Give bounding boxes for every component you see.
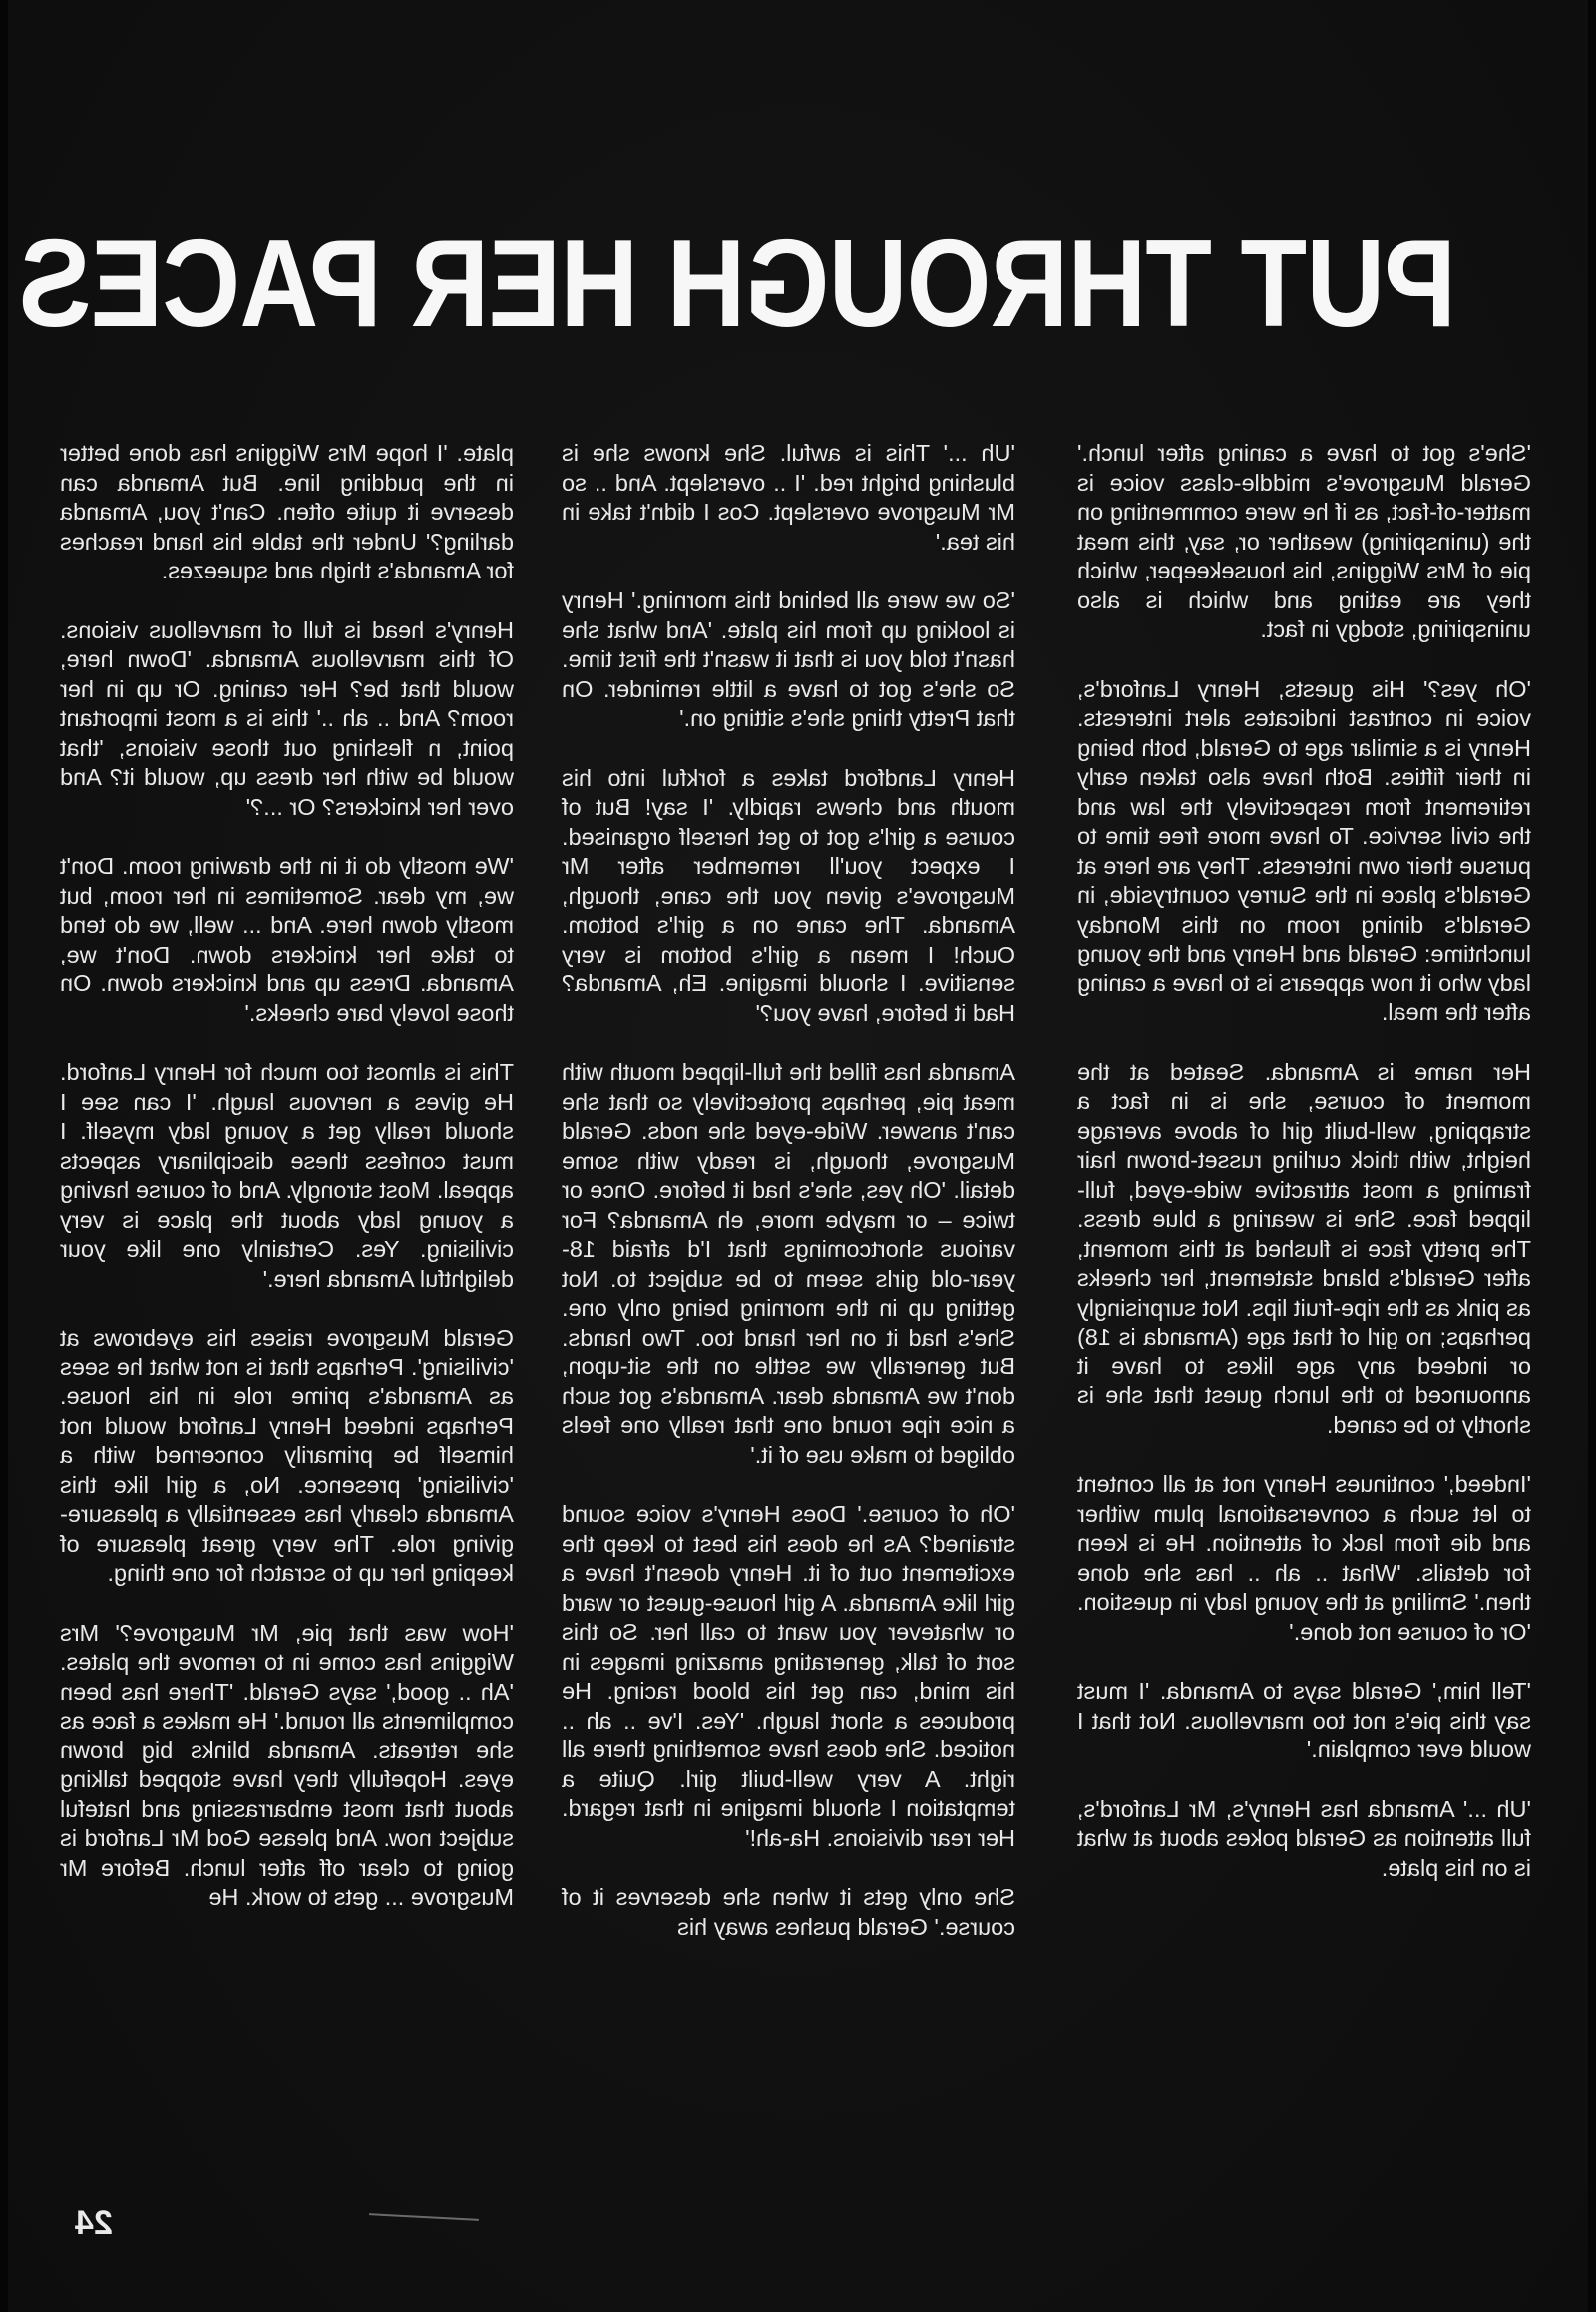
paragraph: 'She's got to have a caning after lunch.' Gerald Musgrove's middle-class voice is matter-of-fact, as if he were commenting on the (uninspiring) weather or, say, this meat pie of Mrs Wiggins, his housekeeper, which they are eating and which is also uninspiring, stodgy in fact. bbox=[1077, 440, 1531, 642]
article-headline: PUT THROUGH HER PACES bbox=[19, 215, 1456, 353]
paragraph: Her name is Amanda. Seated at the moment of course, she is in fact a strapping, well-built girl of above average height, with thick curling russet-brown hair framing a most attractive wide-eyed, full-lipped face. She is wearing a blue dress. The pretty face is flushed at this moment, after Gerald's bland statement, her cheeks as pink as the ripe-fruit lips. Not surprisingly perhaps; no girl of that age (Amanda is 18) or indeed any age likes to have it announced to the lunch guest that she is shortly to be caned. bbox=[1077, 1058, 1531, 1438]
paragraph: 'Oh yes?' His guests, Henry Lanford's, voice in contrast indicates alert interests. Henry is a similar age to Gerald, both being in their fifties. Both have also taken early retirement from respectively the law and the civil service. To have more free time to pursue their own interests. They are here at Gerald's place in the Surrey countryside, in Gerald's dining room on this Monday lunchtime: Gerald and Henry and the young lady who it now appears is to have a caning after the meal. bbox=[1077, 675, 1531, 1025]
paragraph: 'Uh ...' Amanda has Henry's, Mr Lanford's, full attention as Gerald pokes about at what is on his plate. bbox=[1077, 1795, 1531, 1881]
paragraph: Henry Landford takes a forkful into his mouth and chews rapidly. 'I say! But of course a girl's got to get herself organised. I expect you'll remember after Mr Musgrove's given you the cane, though, Amanda. The cane on a girl's bottom. Ouch! I mean a girl's bottom is very sensitive. I should imagine. Eh, Amanda? Had it before, have you?' bbox=[562, 764, 1015, 1026]
paragraph: plate. 'I hope Mrs Wiggins has done better in the pudding line. But Amanda can deserve it quite often. Can't you, Amanda darling?' Under the table his hand reaches for Amanda's thigh and squeezes. bbox=[60, 440, 514, 583]
text-column-2 bbox=[562, 439, 1015, 1972]
paragraph: 'Tell him,' Gerald says to Amanda. 'I must say this pie's not too marvellous. Not that I would ever complain.' bbox=[1077, 1678, 1531, 1762]
paragraph: This is almost too much for Henry Lanford. He gives a nervous laugh. 'I can see I should really get a young lady myself. I must confess these disciplinary aspects appeal. Most strongly. And of course having a young lady about the place is very civilising. Yes. Certainly one like your delightful Amanda here.' bbox=[60, 1059, 514, 1292]
paragraph: 'Uh ...' This is awful. She knows she is blushing bright red. 'I .. overslept. And .. so Mr Musgrove overslept. Cos I didn't take in his tea.' bbox=[562, 440, 1015, 555]
text-column-1 bbox=[1077, 439, 1531, 1913]
paragraph: 'We mostly do it in the drawing room. Don't we, my dear. Sometimes in her room, but mostly down here. And ... well, we do tend to take her knickers down. Don't we, Amanda. Dress up and knickers down. On those lovely bare cheeks.' bbox=[60, 853, 514, 1026]
page-number: 24 bbox=[75, 2204, 113, 2242]
paragraph: Henry's head is full of marvellous visions. Of this marvellous Amanda. 'Down here, would that be? Her caning. Or up in her room? And .. ah ..' this is a most important point, n fleshing out those visions, 'that would be with her dress up, would it? And over her knickers? Or ...?' bbox=[60, 616, 514, 820]
paragraph: She only gets it when she deserves it of course.' Gerald pushes away his bbox=[562, 1884, 1015, 1940]
text-column-3 bbox=[60, 439, 514, 1943]
paragraph: 'So we were all behind this morning.' Henry is looking up from his plate. 'And what she hasn't told you is that it wasn't the first time. So she's got to have a little reminder. On that Pretty thing she's sitting on.' bbox=[562, 587, 1015, 731]
paragraph: 'Indeed,' continues Henry not at all content to let such a conversational plum wither and die from lack of attention. He is keen for details. 'What .. ah .. has she done then.' Smiling at the young lady in question. 'Or of course not done.' bbox=[1077, 1471, 1531, 1645]
paragraph: 'Oh of course.' Does Henry's voice sound strained? As he does his best to keep the excitement out of it. Henry doesn't have a girl like Amanda. A girl house-guest or ward or whatever you want to call her. So this sort of talk, generating amazing images in his mind, can get his blood racing. He produces a short laugh. 'Yes. I've .. ah .. noticed. She does have something there all right. A very well-built girl. Quite a temptation I should imagine in that regard. Her rear divisions. Ha-ah!' bbox=[562, 1501, 1015, 1851]
paragraph: Gerald Musgrove raises his eyebrows at 'civilising'. Perhaps that is not what he sees as Amanda's prime role in his house. Perhaps indeed Henry Lanford would not himself be primarily concerned with a 'civilising' presence. No, a girl like this Amanda clearly has essentially a pleasure-giving role. The very great pleasure of keeping her up to scratch for one thing. bbox=[60, 1325, 514, 1586]
paragraph: 'How was that pie, Mr Musgrove?' Mrs Wiggins has come in to remove the plates. 'Ah .. good,' says Gerald. 'There has been compliments all round.' He makes a face as she retreats. Amanda blinks big brown eyes. Hopefully they have stopped talking about that most embarrassing and hateful subject now. And please God Mr Lanford is going to clear off after lunch. Before Mr Musgrove ... gets to work. He bbox=[60, 1619, 514, 1910]
paragraph: Amanda has filled the full-lipped mouth with meat pie, perhaps protectively so that she can't answer. Wide-eyed she nods. Gerald Musgrove, though, is ready with some detail. 'Oh yes, she's had it before. Once or twice – or maybe more, eh Amanda? For various shortcomings that I'd afraid 18-year-old girls seem to be subject to. Not getting up in the morning being only one. She's had it on her hand too. Two hands. But generally we settle on the sit-upon, don't we Amanda dear. Amanda's got such a nice ripe round one that really one feels obliged to make use of it.' bbox=[562, 1059, 1015, 1468]
